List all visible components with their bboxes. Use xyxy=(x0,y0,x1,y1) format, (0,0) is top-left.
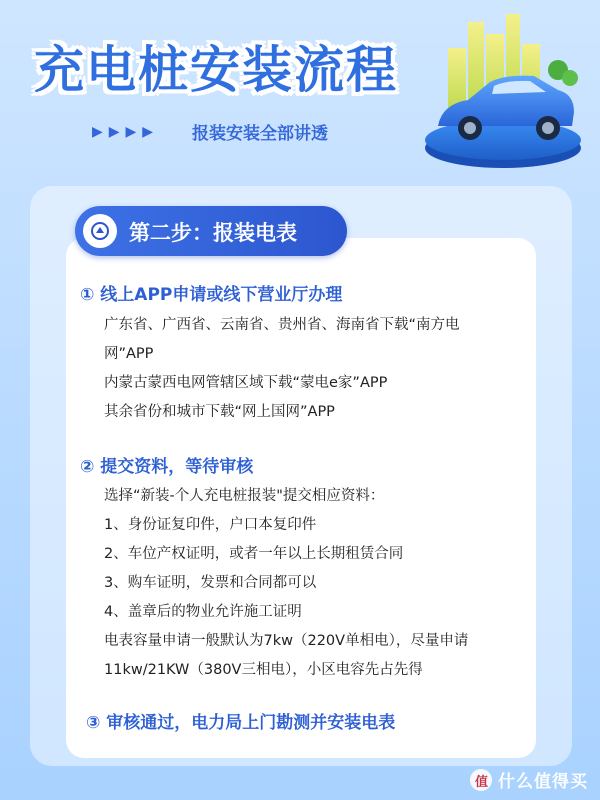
section-2-line: 电表容量申请一般默认为7kw（220V单相电），尽量申请 xyxy=(104,633,469,649)
section-2-line: 3、购车证明，发票和合同都可以 xyxy=(104,575,317,591)
section-2-line: 选择“新装-个人充电桩报装"提交相应资料： xyxy=(104,488,385,504)
step-icon xyxy=(83,214,117,248)
car-illustration xyxy=(408,8,588,178)
step-badge xyxy=(75,206,347,256)
section-1-line: 其余省份和城市下载“网上国网”APP xyxy=(104,404,335,420)
watermark-text: 什么值得买 xyxy=(498,772,588,792)
section-2-line: 4、盖章后的物业允许施工证明 xyxy=(104,604,302,620)
watermark xyxy=(470,767,588,792)
section-1-line: 广东省、广西省、云南省、贵州省、海南省下载“南方电 xyxy=(104,317,460,333)
watermark-logo-text: 值 xyxy=(475,774,489,790)
section-2-line: 1、身份证复印件，户口本复印件 xyxy=(104,517,317,533)
section-heading-1: ① 线上APP申请或线下营业厅办理 xyxy=(80,285,343,305)
section-heading-3: ③ 审核通过，电力局上门勘测并安装电表 xyxy=(86,713,396,733)
section-2-line: 2、车位产权证明，或者一年以上长期租赁合同 xyxy=(104,546,404,562)
step-label: 第二步：报装电表 xyxy=(129,221,297,245)
page-subtitle: 报装安装全部讲透 xyxy=(192,124,328,144)
page-title: 充电桩安装流程 xyxy=(34,41,398,99)
arrow-decoration: ▶▶▶▶ xyxy=(92,124,160,140)
section-2-line: 11kw/21KW（380V三相电），小区电容先占先得 xyxy=(104,662,423,678)
watermark-logo-icon xyxy=(470,769,492,791)
section-1-line: 内蒙古蒙西电网管辖区域下载“蒙电e家”APP xyxy=(104,375,388,391)
section-1-line: 网”APP xyxy=(104,346,154,362)
section-heading-2: ② 提交资料，等待审核 xyxy=(80,457,254,477)
